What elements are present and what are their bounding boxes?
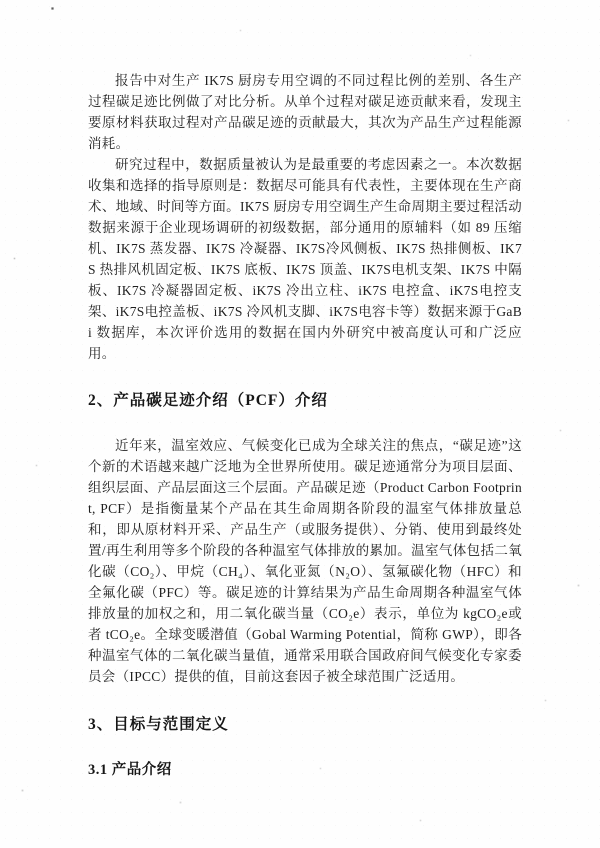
section-2-paragraph-1: 近年来，温室效应、气候变化已成为全球关注的焦点，“碳足迹”这个新的术语越来越广泛地为全世界所使用。碳足迹通常分为项目层面、组织层面、产品层面这三个层面。产品碳足迹（Product Carbon Footprint, PCF）是指衡量某个产品在其生命周期各阶段的温室气体排放量总和，即从原材料开采、产品生产（或服务提供）、分销、使用到最终处置/再生利用等多个阶段的各种温室气体排放的累加。温室气体包括二氧化碳（CO₂）、甲烷（CH₄）、氧化亚氮（N₂O）、氢氟碳化物（HFC）和全氟化碳（PFC）等。碳足迹的计算结果为产品生命周期各种温室气体排放量的加权之和，用二氧化碳当量（CO₂e）表示，单位为 kgCO₂e或者 tCO₂e。全球变暖潜值（Gobal Warming Potential，简称 GWP），即各种温室气体的二氧化碳当量值，通常采用联合国政府间气候变化专家委员会（IPCC）提供的值，目前这套因子被全球范围广泛适用。 <box>88 438 522 684</box>
section-2-heading: 2、产品碳足迹介绍（PCF）介绍 <box>88 392 328 409</box>
subsection-3-1-heading: 3.1 产品介绍 <box>88 762 172 778</box>
section-3-heading: 3、目标与范围定义 <box>88 716 229 733</box>
scan-noise-specks <box>0 0 1 1</box>
intro-paragraph-2: 研究过程中，数据质量被认为是最重要的考虑因素之一。本次数据收集和选择的指导原则是：数据尽可能具有代表性，主要体现在生产商术、地域、时间等方面。IK7S 厨房专用空调生产生命周期主要过程活动数据来源于企业现场调研的初级数据，部分通用的原辅料（如 89 压缩机、IK7S 蒸发器、IK7S 冷凝器、IK7S冷风侧板、IK7S 热排侧板、IK7S 热排风机固定板、IK7S 底板、IK7S 顶盖、IK7S电机支架、IK7S 中隔板、IK7S 冷凝器固定板、iK7S 冷出立柱、iK7S 电控盒、iK7S电控支架、iK7S电控盖板、iK7S 冷风机支脚、iK7S电容卡等）数据来源于GaBi 数据库，本次评价选用的数据在国内外研究中被高度认可和广泛应用。 <box>88 157 522 361</box>
intro-paragraph-1: 报告中对生产 IK7S 厨房专用空调的不同过程比例的差别、各生产过程碳足迹比例做了对比分析。从单个过程对碳足迹贡献来看，发现主要原材料获取过程对产品碳足迹的贡献最大，其次为产品生产过程能源消耗。 <box>88 73 522 151</box>
document-text-block <box>88 70 522 780</box>
